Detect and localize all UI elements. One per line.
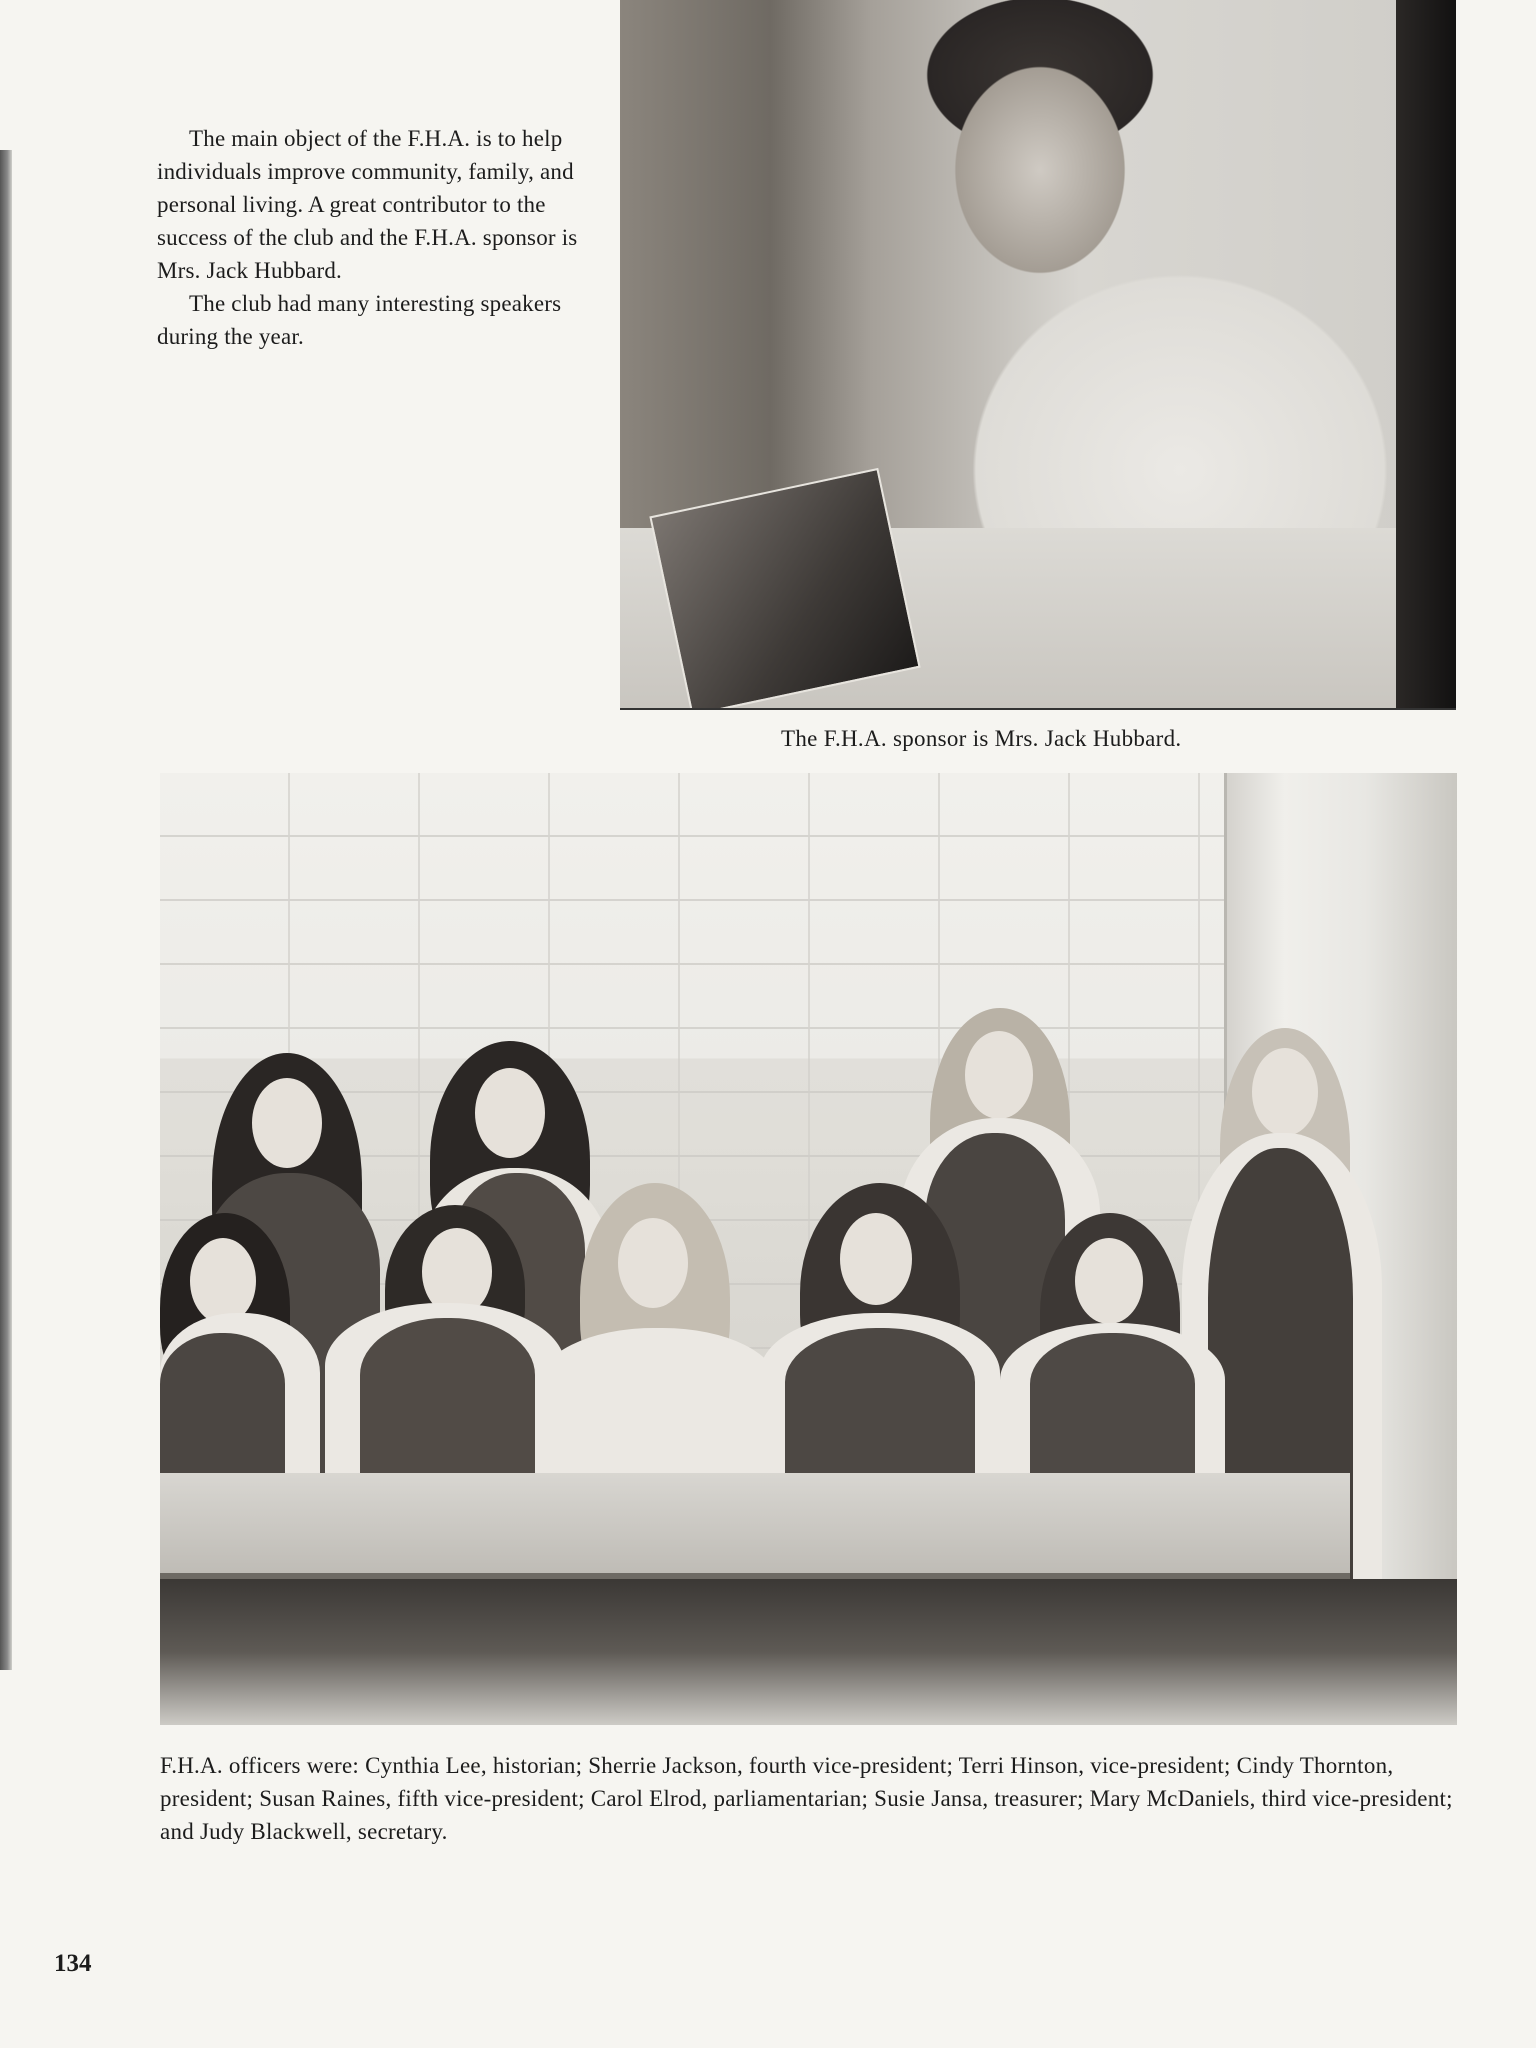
officer-face <box>190 1238 256 1324</box>
officers-photo-table <box>160 1473 1350 1579</box>
binding-shadow <box>0 150 12 1670</box>
officer-face <box>1252 1048 1318 1136</box>
officer-face <box>475 1068 545 1158</box>
officer-face <box>965 1031 1033 1119</box>
page-number: 134 <box>54 1950 92 1977</box>
sponsor-photo-book <box>649 468 920 710</box>
intro-text <box>157 122 597 353</box>
intro-paragraph-1: The main object of the F.H.A. is to help individuals improve community, family, and personal living. A great contributor to the success of the club and the F.H.A. sponsor is Mrs. Jack Hubbard. <box>157 126 578 283</box>
officers-photo-floor <box>160 1579 1457 1725</box>
sponsor-photo <box>620 0 1456 710</box>
sponsor-photo-caption: The F.H.A. sponsor is Mrs. Jack Hubbard. <box>781 726 1182 751</box>
officer-face <box>1075 1238 1143 1324</box>
officers-photo-caption: F.H.A. officers were: Cynthia Lee, historian; Sherrie Jackson, fourth vice-president; Terri Hinson, vice-president; Cindy Thornton, president; Susan Raines, fifth vice-president; Carol Elrod, parliamentarian; Susie Jansa, treasurer; Mary McDaniels, third vice-president; and Judy Blackwell, secretary. <box>160 1753 1453 1844</box>
officer-face <box>618 1218 688 1308</box>
officer-face <box>840 1213 912 1305</box>
intro-paragraph-2: The club had many interesting speakers during the year. <box>157 291 562 349</box>
officer-face <box>252 1078 322 1168</box>
officers-photo <box>160 773 1457 1725</box>
sponsor-photo-doorframe <box>1396 0 1456 708</box>
